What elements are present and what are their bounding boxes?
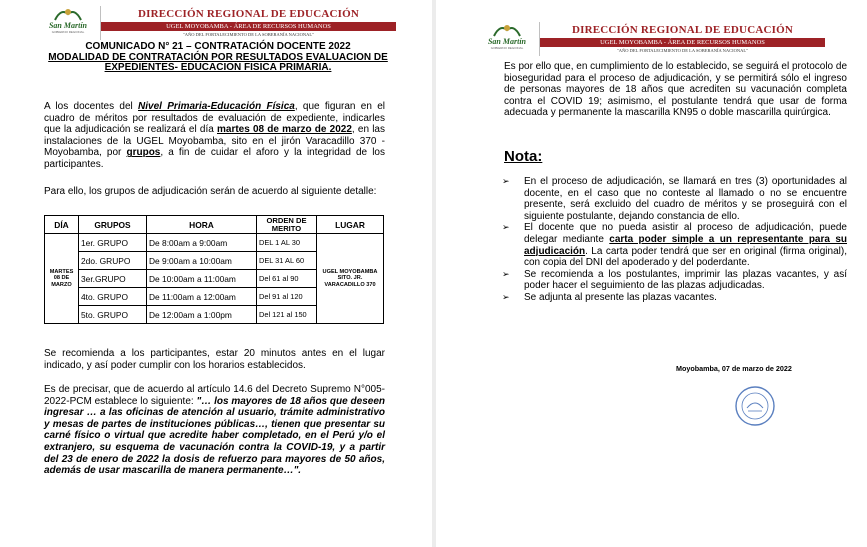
nota-list <box>500 176 847 304</box>
grupo-cell: 4to. GRUPO <box>79 288 147 306</box>
letterhead <box>479 22 825 56</box>
header-grupos: GRUPOS <box>79 216 147 234</box>
grupos-highlight: grupos <box>126 147 161 159</box>
nota-item-text: En el proceso de adjudicación, se llamará en tres (3) oportunidades al docente, en el caso que no conteste al llamado o no se encuentre presente, será excluido del cuadro de méritos y se proseguirá con el siguiente postulante, dejando constancia de ello. <box>524 176 847 222</box>
header-band <box>539 22 825 56</box>
header-dia: DÍA <box>45 216 79 234</box>
nota-item-text: Se adjunta al presente las plazas vacantes. <box>524 291 717 303</box>
grupo-cell: 1er. GRUPO <box>79 234 147 252</box>
grupo-cell: 2do. GRUPO <box>79 252 147 270</box>
orden-cell: Del 61 al 90 <box>257 270 317 288</box>
year-motto: "AÑO DEL FORTALECIMIENTO DE LA SOBERANÍA NACIONAL" <box>616 48 749 53</box>
nota-item-text: . La carta poder tendrá que ser en original (firma original), con copia del DNI del apoderado y del poderdante. <box>524 245 847 269</box>
hora-cell: De 11:00am a 12:00am <box>147 288 257 306</box>
hora-cell: De 12:00am a 1:00pm <box>147 306 257 324</box>
table-row <box>45 234 384 252</box>
table-header-row <box>45 216 384 234</box>
dia-cell: MARTES 08 DE MARZO <box>45 234 79 324</box>
logo-emblem-icon <box>492 22 522 38</box>
institution-name: DIRECCIÓN REGIONAL DE EDUCACIÓN <box>137 8 360 20</box>
intro-text-2: , que figuran en el cuadro de méritos por resultados de evaluación de expediente, indicarles que la adjudicación se realizará el día <box>44 101 385 136</box>
fecha-highlight: martes 08 de marzo de 2022 <box>217 124 352 136</box>
bullet-arrow-icon: ➢ <box>502 222 510 233</box>
intro-text-1: A los docentes del <box>44 101 139 112</box>
orden-cell: Del 91 al 120 <box>257 288 317 306</box>
logo <box>40 6 96 40</box>
unit-name: UGEL MOYOBAMBA - ÁREA DE RECURSOS HUMANOS <box>101 22 396 31</box>
letterhead <box>40 6 396 40</box>
hora-cell: De 9:00am a 10:00am <box>147 252 257 270</box>
precisar-paragraph <box>44 384 385 477</box>
grupo-cell: 5to. GRUPO <box>79 306 147 324</box>
recomienda-paragraph: Se recomienda a los participantes, estar 20 minutos antes en el lugar indicado, y así poder cumplir con los horarios establecidos. <box>44 348 385 371</box>
grupo-cell: 3er.GRUPO <box>79 270 147 288</box>
orden-cell: DEL 1 AL 30 <box>257 234 317 252</box>
list-item <box>500 292 847 304</box>
bullet-arrow-icon: ➢ <box>502 268 510 279</box>
nota-item-text: El docente que no pueda asistir al proceso de adjudicación, puede delegar mediante <box>524 222 847 245</box>
logo-subtext: GOBIERNO REGIONAL <box>51 30 85 34</box>
nota-title: Nota: <box>504 148 543 165</box>
bullet-arrow-icon: ➢ <box>502 176 510 186</box>
page-right <box>436 0 867 547</box>
document-title <box>40 42 396 74</box>
bullet-arrow-icon: ➢ <box>502 291 510 302</box>
intro-text-3: , en las instalaciones de la UGEL Moyobamba, sito en el jirón Varacadillo 370 - Moyobamba, por <box>44 124 385 159</box>
precisar-text: Es de precisar, que de acuerdo al artículo 14.6 del Decreto Supremo N°005-2022-PCM establece lo siguiente: <box>44 384 385 407</box>
logo-text: San Martín <box>48 21 88 30</box>
orden-cell: Del 121 al 150 <box>257 306 317 324</box>
unit-name: UGEL MOYOBAMBA - ÁREA DE RECURSOS HUMANOS <box>540 38 825 47</box>
logo-text: San Martín <box>487 37 527 46</box>
title-line-2: MODALIDAD DE CONTRATACIÓN POR RESULTADOS EVALUACION DE EXPEDIENTES- EDUCACION FISICA PRIMARIA. <box>48 51 388 73</box>
logo-subtext: GOBIERNO REGIONAL <box>490 46 524 50</box>
grupos-intro: Para ello, los grupos de adjudicación serán de acuerdo al siguiente detalle: <box>44 186 377 197</box>
header-band <box>100 6 396 40</box>
list-item <box>500 176 847 222</box>
institution-name: DIRECCIÓN REGIONAL DE EDUCACIÓN <box>571 24 794 36</box>
title-line-1: COMUNICADO N° 21 – CONTRATACIÓN DOCENTE 2022 <box>85 41 351 52</box>
hora-cell: De 10:00am a 11:00am <box>147 270 257 288</box>
decree-quote: "… los mayores de 18 años que deseen ingresar … a las oficinas de atención al usuario, trámite administrativo y mesas de partes de instituciones públicas…, tienen que presentar su carné físico o virtual que acredite haber completado, en el Perú y/o el extranjero, su esquema de vacunación contra la COVID-19, y a partir del 23 de enero de 2022 la dosis de refuerzo para mayores de 50 años, además de usar mascarilla de manera permanente…". <box>44 395 386 477</box>
header-lugar: LUGAR <box>317 216 384 234</box>
logo-emblem-icon <box>53 6 83 22</box>
page-left <box>0 0 432 547</box>
orden-cell: DEL 31 AL 60 <box>257 252 317 270</box>
header-orden: ORDEN DE MERITO <box>257 216 317 234</box>
nivel-highlight: Nivel Primaria-Educación Física <box>138 101 295 112</box>
header-hora: HORA <box>147 216 257 234</box>
year-motto: "AÑO DEL FORTALECIMIENTO DE LA SOBERANÍA NACIONAL" <box>182 32 315 37</box>
intro-paragraph <box>44 101 385 171</box>
protocolo-paragraph: Es por ello que, en cumplimiento de lo establecido, se seguirá el protocolo de bioseguridad para el proceso de adjudicación, y se permitirá sólo el ingreso de personas mayores de 18 años que acrediten su vacunación completa contra el COVID 19; asimismo, el postulante tendrá que usar de forma adecuada y permanente la mascarilla KN95 o doble mascarilla quirúrgica. <box>504 61 847 119</box>
lugar-cell: UGEL MOYOBAMBA SITO. JR. VARACADILLO 370 <box>317 234 384 324</box>
nota-item-text: Se recomienda a los postulantes, imprimir las plazas vacantes, y así poder hacer el seguimiento de las plazas adjudicadas. <box>524 268 847 292</box>
carta-poder-highlight: carta poder simple a un representante para su adjudicación <box>524 233 847 257</box>
hora-cell: De 8:00am a 9:00am <box>147 234 257 252</box>
list-item <box>500 222 847 268</box>
list-item <box>500 269 847 292</box>
official-stamp-icon <box>733 384 777 428</box>
schedule-table <box>44 215 384 324</box>
intro-text-4: , a fin de cuidar el aforo y la integridad de los participantes. <box>44 147 385 170</box>
logo <box>479 22 535 56</box>
signature-date: Moyobamba, 07 de marzo de 2022 <box>676 364 792 373</box>
